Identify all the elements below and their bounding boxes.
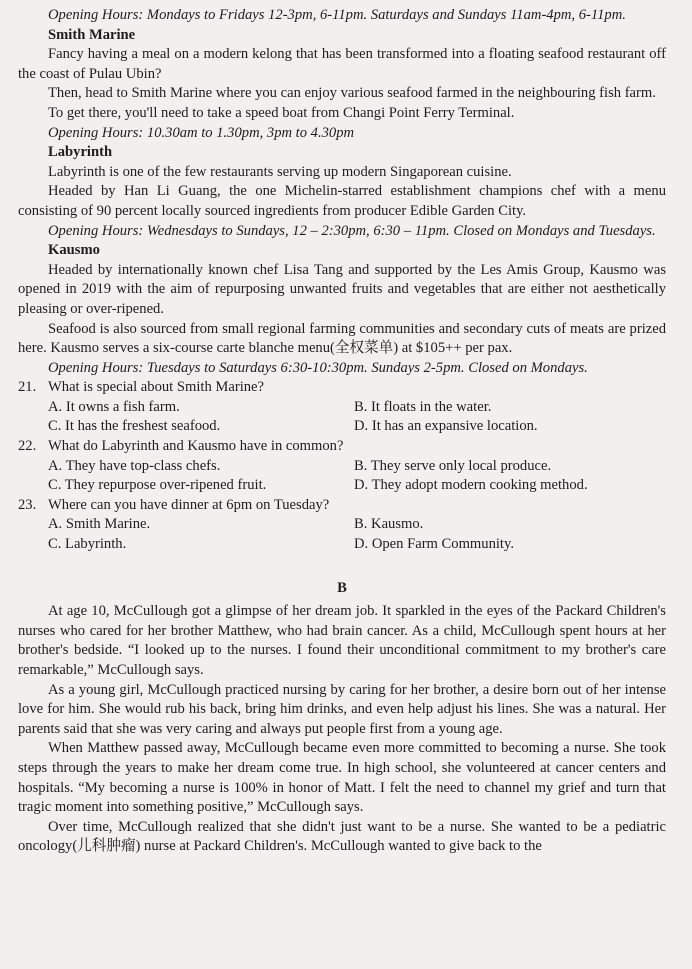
- question-23: [18, 496, 666, 555]
- paragraph: Headed by internationally known chef Lisa Tang and supported by the Les Amis Group, Kausmo was opened in 2019 with the aim of repurposing unwanted fruits and vegetables that are either not aesthetically pleasing or over-ripened.: [18, 261, 666, 317]
- opening-hours-smith-marine: Opening Hours: 10.30am to 1.30pm, 3pm to 4.30pm: [48, 124, 355, 141]
- paragraph: Labyrinth is one of the few restaurants serving up modern Singaporean cuisine.: [48, 163, 512, 180]
- option-b[interactable]: B. It floats in the water.: [354, 398, 492, 415]
- option-a[interactable]: A. Smith Marine.: [48, 516, 151, 533]
- question-21: [18, 378, 666, 437]
- option-d[interactable]: D. It has an expansive location.: [354, 418, 538, 435]
- question-22: [18, 437, 666, 496]
- restaurant-name-smith-marine: Smith Marine: [48, 26, 136, 43]
- paragraph: At age 10, McCullough got a glimpse of her dream job. It sparkled in the eyes of the Packard Children's nurses who cared for her brother Matthew, who had brain cancer. As a child, McCullough spent hours at her brother's bedside. “I looked up to the nurses. I found their unconditional commitment to my brother's care remarkable,” McCullough says.: [18, 603, 666, 678]
- question-number: 22.: [18, 438, 37, 455]
- option-b[interactable]: B. Kausmo.: [354, 516, 424, 533]
- question-text: What is special about Smith Marine?: [48, 379, 265, 396]
- paragraph: Seafood is also sourced from small regional farming communities and secondary cuts of meats are prized here. Kausmo serves a six-course carte blanche menu(全权菜单) at $105++ per pax.: [18, 320, 666, 357]
- option-c[interactable]: C. They repurpose over-ripened fruit.: [48, 477, 267, 494]
- option-c[interactable]: C. Labyrinth.: [48, 536, 127, 553]
- option-a[interactable]: A. They have top-class chefs.: [48, 457, 221, 474]
- question-number: 21.: [18, 379, 37, 396]
- restaurant-name-kausmo: Kausmo: [48, 242, 100, 259]
- paragraph: As a young girl, McCullough practiced nursing by caring for her brother, a desire born out of her intense love for him. She would rub his back, bring him drinks, and even help adjust his lines. She was a natural. Her parents said that she was very caring and always put people first from a young age.: [18, 681, 666, 737]
- section-heading-b: B: [337, 579, 347, 596]
- opening-hours-previous: Opening Hours: Mondays to Fridays 12-3pm, 6-11pm. Saturdays and Sundays 11am-4pm, 6-11pm.: [48, 7, 626, 23]
- paragraph: Over time, McCullough realized that she didn't just want to be a nurse. She wanted to be a pediatric oncology(儿科肿瘤) nurse at Packard Children's. McCullough wanted to give back to the: [18, 818, 666, 855]
- paragraph: When Matthew passed away, McCullough became even more committed to becoming a nurse. She took steps through the years to make her dream come true. In high school, she volunteered at cancer centers and hospitals. “My becoming a nurse is 100% in honor of Matt. I felt the need to channel my grief and turn that tragic moment into something positive,” McCullough says.: [18, 740, 666, 816]
- option-b[interactable]: B. They serve only local produce.: [354, 457, 552, 474]
- question-number: 23.: [18, 496, 37, 513]
- paragraph: Fancy having a meal on a modern kelong that has been transformed into a floating seafood restaurant off the coast of Pulau Ubin?: [18, 46, 666, 82]
- paragraph: To get there, you'll need to take a speed boat from Changi Point Ferry Terminal.: [48, 104, 515, 121]
- opening-hours-labyrinth: Opening Hours: Wednesdays to Sundays, 12 – 2:30pm, 6:30 – 11pm. Closed on Mondays and Tuesdays.: [48, 222, 656, 239]
- paragraph: Then, head to Smith Marine where you can enjoy various seafood farmed in the neighbouring fish farm.: [48, 85, 656, 102]
- option-d[interactable]: D. They adopt modern cooking method.: [354, 477, 588, 494]
- option-c[interactable]: C. It has the freshest seafood.: [48, 418, 221, 435]
- opening-hours-kausmo: Opening Hours: Tuesdays to Saturdays 6:30-10:30pm. Sundays 2-5pm. Closed on Mondays.: [48, 359, 588, 376]
- restaurant-name-labyrinth: Labyrinth: [48, 144, 113, 161]
- option-a[interactable]: A. It owns a fish farm.: [48, 398, 180, 415]
- question-text: What do Labyrinth and Kausmo have in common?: [48, 438, 344, 455]
- question-text: Where can you have dinner at 6pm on Tuesday?: [48, 496, 330, 513]
- paragraph: Headed by Han Li Guang, the one Michelin-starred establishment champions chef with a menu consisting of 90 percent locally sourced ingredients from producer Edible Garden City.: [18, 183, 666, 219]
- option-d[interactable]: D. Open Farm Community.: [354, 536, 514, 553]
